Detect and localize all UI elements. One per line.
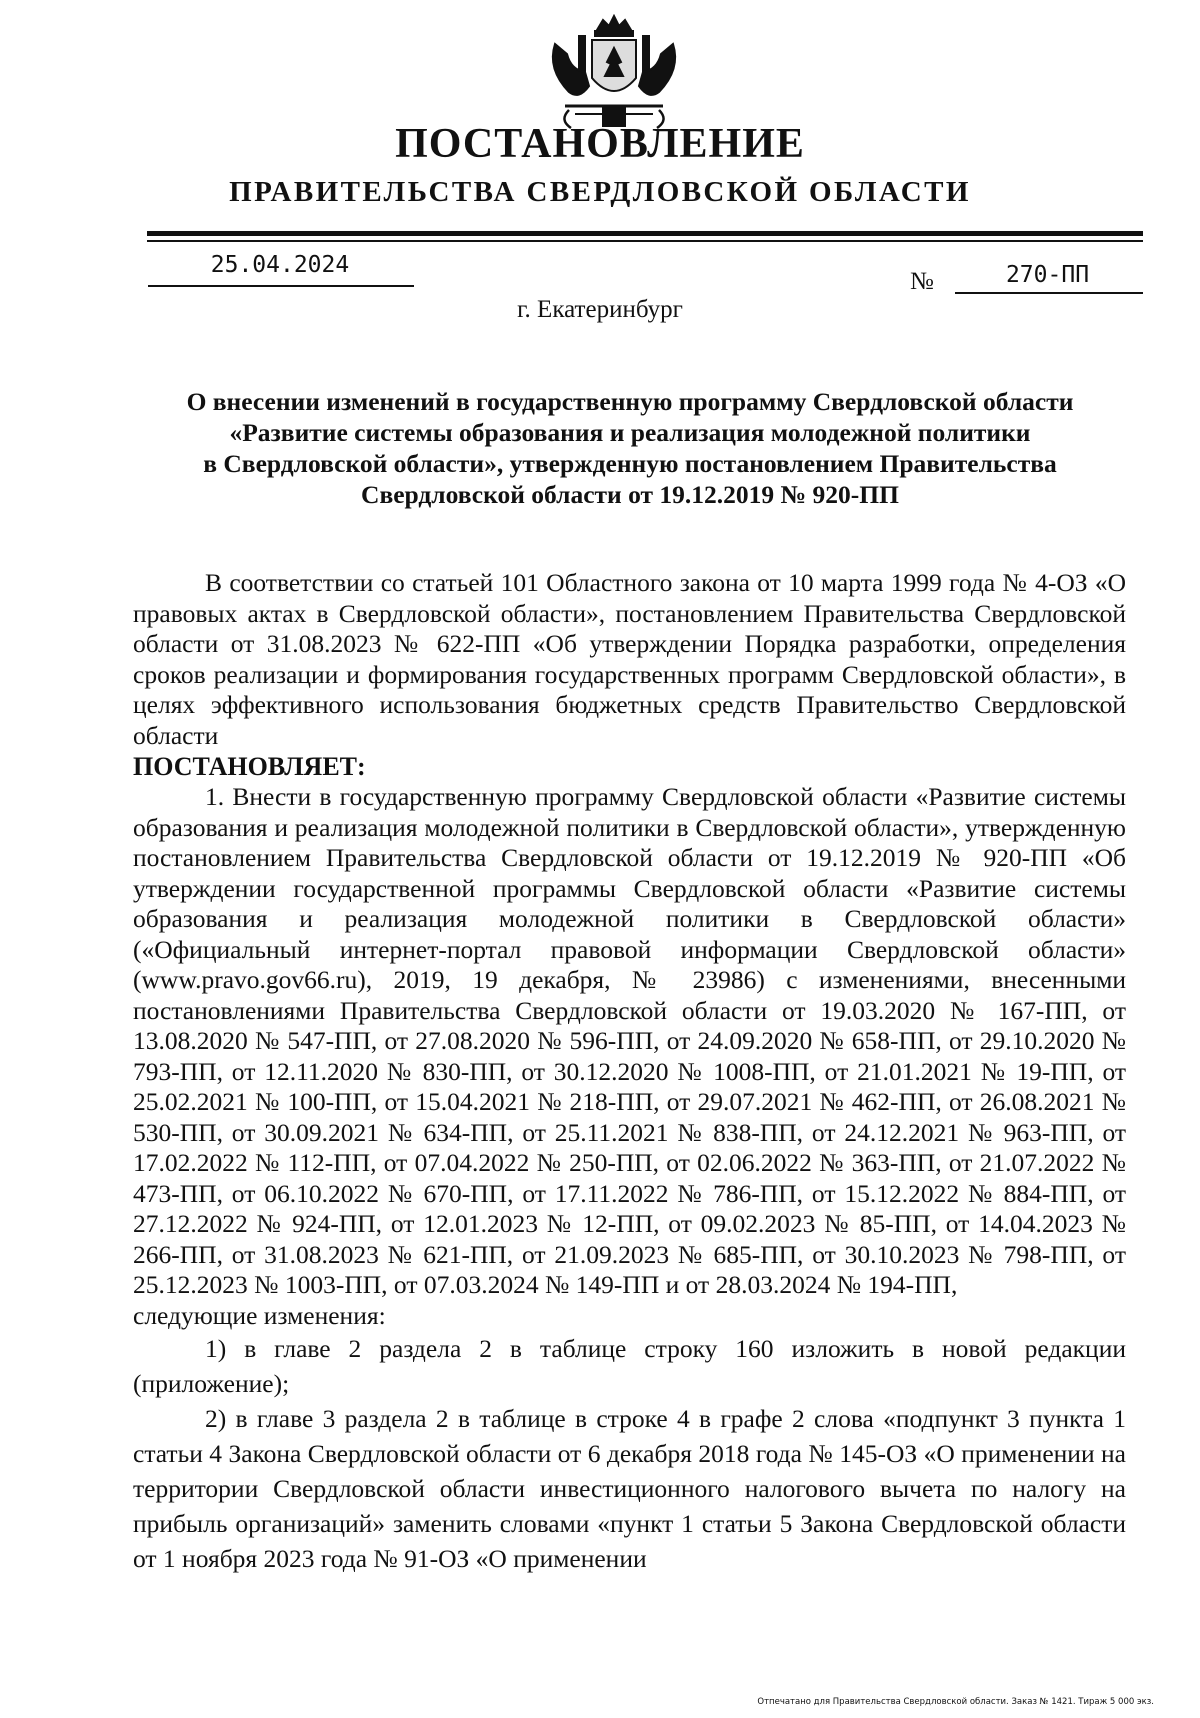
header-rule-thick — [147, 231, 1143, 236]
document-date: 25.04.2024 — [210, 252, 350, 278]
document-body — [133, 568, 1126, 1576]
heading-line: «Развитие системы образования и реализация молодежной политики — [229, 418, 1031, 447]
number-underline — [955, 292, 1143, 294]
document-heading — [130, 386, 1130, 510]
document-title: ПОСТАНОВЛЕНИЕ — [395, 121, 805, 167]
document-subtitle: ПРАВИТЕЛЬСТВА СВЕРДЛОВСКОЙ ОБЛАСТИ — [229, 176, 971, 208]
preamble-paragraph: В соответствии со статьей 101 Областного закона от 10 марта 1999 года № 4-ОЗ «О правовых актах в Свердловской области», постановлением Правительства Свердловской области от 31.08.2023 № 622-ПП «Об утверждении Порядка разработки, определения сроков реализации и формирования государственных программ Свердловской области», в целях эффективного использования бюджетных средств Правительство Свердловской области — [133, 568, 1126, 750]
header-rule-thin — [147, 240, 1143, 242]
heading-line: в Свердловской области», утвержденную постановлением Правительства — [203, 449, 1057, 478]
coat-of-arms-icon — [545, 14, 683, 132]
subitem-2-paragraph: 2) в главе 3 раздела 2 в таблице в строке 4 в графе 2 слова «подпункт 3 пункта 1 статьи 4 Закона Свердловской области от 6 декабря 2018 года № 145-ОЗ «О применении на территории Свердловской области инвестиционного налогового вычета по налогу на прибыль организаций» заменить словами «пункт 1 статьи 5 Закона Свердловской области от 1 ноября 2023 года № 91-ОЗ «О применении — [133, 1404, 1126, 1573]
item-1-paragraph: 1. Внести в государственную программу Свердловской области «Развитие системы образования и реализация молодежной политики в Свердловской области», утвержденную постановлением Правительства Свердловской области от 19.12.2019 № 920-ПП «Об утверждении государственной программы Свердловской области «Развитие системы образования и реализация молодежной политики в Свердловской области» («Официальный интернет-портал правовой информации Свердловской области» (www.pravo.gov66.ru), 2019, 19 декабря, № 23986) с изменениями, внесенными постановлениями Правительства Свердловской области от 19.03.2020 № 167-ПП, от 13.08.2020 № 547-ПП, от 27.08.2020 № 596-ПП, от 24.09.2020 № 658-ПП, от 29.10.2020 № 793-ПП, от 12.11.2020 № 830-ПП, от 30.12.2020 № 1008-ПП, от 21.01.2021 № 19-ПП, от 25.02.2021 № 100-ПП, от 15.04.2021 № 218-ПП, от 29.07.2021 № 462-ПП, от 26.08.2021 № 530-ПП, от 30.09.2021 № 634-ПП, от 25.11.2021 № 838-ПП, от 24.12.2021 № 963-ПП, от 17.02.2022 № 112-ПП, от 07.04.2022 № 250-ПП, от 02.06.2022 № 363-ПП, от 21.07.2022 № 473-ПП, от 06.10.2022 № 670-ПП, от 17.11.2022 № 786-ПП, от 15.12.2022 № 884-ПП, от 27.12.2022 № 924-ПП, от 12.01.2023 № 12-ПП, от 09.02.2023 № 85-ПП, от 14.04.2023 № 266-ПП, от 31.08.2023 № 621-ПП, от 21.09.2023 № 685-ПП, от 30.10.2023 № 798-ПП, от 25.12.2023 № 1003-ПП, от 07.03.2024 № 149-ПП и от 28.03.2024 № 194-ПП, — [133, 782, 1126, 1299]
resolve-word: ПОСТАНОВЛЯЕТ: — [133, 752, 366, 781]
document-city: г. Екатеринбург — [517, 296, 683, 323]
document-number: 270-ПП — [1005, 262, 1090, 288]
item-1-tail: следующие изменения: — [133, 1300, 386, 1330]
subitem-1-paragraph: 1) в главе 2 раздела 2 в таблице строку 160 изложить в новой редакции (приложение); — [133, 1334, 1126, 1398]
print-imprint: Отпечатано для Правительства Свердловской области. Заказ № 1421. Тираж 5 000 экз. — [757, 1697, 1154, 1707]
heading-line: Свердловской области от 19.12.2019 № 920-ПП — [361, 480, 899, 509]
number-sign: № — [910, 268, 934, 295]
date-underline — [148, 285, 414, 287]
heading-line: О внесении изменений в государственную программу Свердловской области — [186, 387, 1074, 416]
